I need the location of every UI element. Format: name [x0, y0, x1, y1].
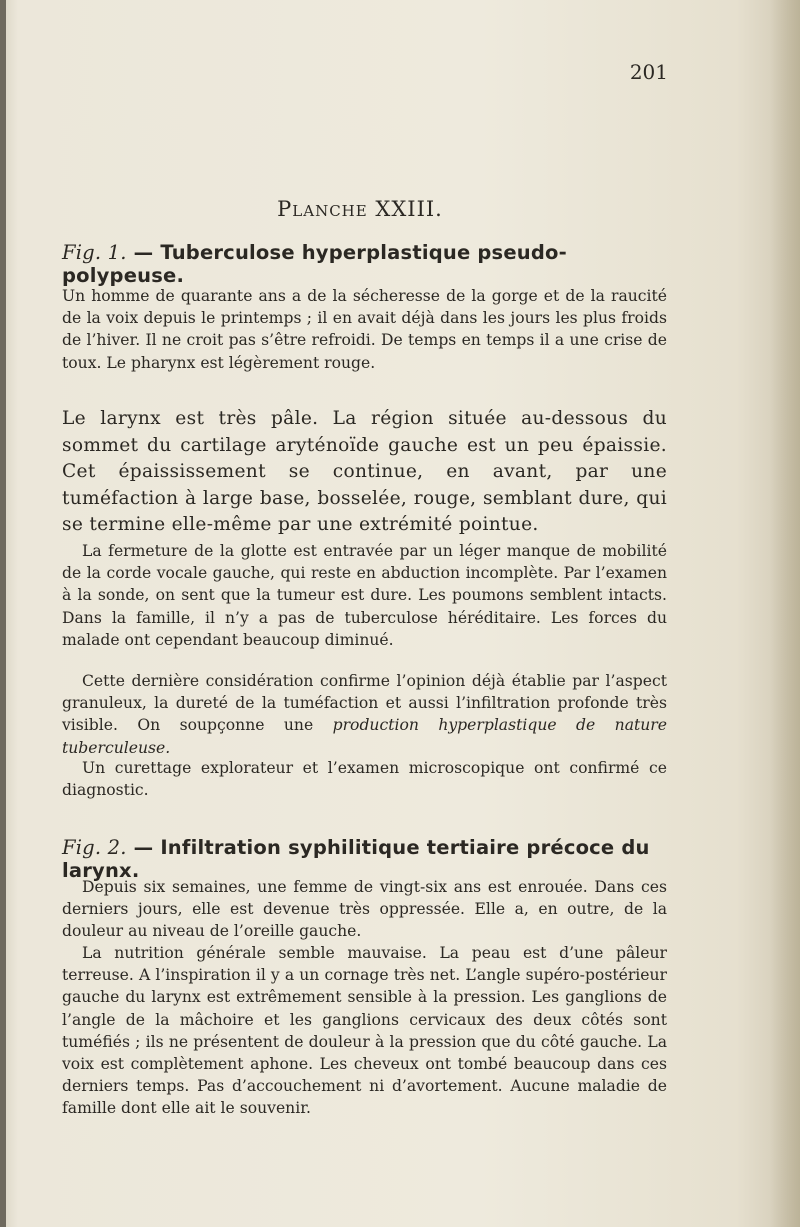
- fig1-paragraph-4-italic: production hyperplastique de nature tuberculeuse.: [62, 716, 667, 757]
- fig2-paragraph-2: La nutrition générale semble mauvaise. La peau est d’une pâleur terreuse. A l’inspiration il y a un cornage très net. L’angle supéro-postérieur gauche du larynx est extrêmement sensible à la pression. Les ganglions de l’angle de la mâchoire et les ganglions cervicaux des deux côtés sont tuméfiés ; ils ne présentent de douleur à la pression que du côté gauche. La voix est complètement aphone. Les cheveux ont tombé beaucoup dans ces derniers temps. Pas d’accouchement ni d’avortement. Aucune maladie de famille dont elle ait le souvenir.: [62, 944, 667, 1118]
- fig1-title: Tuberculose hyperplastique pseudo-polypeuse.: [62, 241, 567, 287]
- fig1-paragraph-1: Un homme de quarante ans a de la sécheresse de la gorge et de la raucité de la voix depuis le printemps ; il en avait déjà dans les jours les plus froids de l’hiver. Il ne croit pas s’être refroidi. De temps en temps il a une crise de toux. Le pharynx est légèrement rouge.: [62, 287, 667, 372]
- fig2-title: Infiltration syphilitique tertiaire précoce du larynx.: [62, 836, 650, 882]
- page-number: 201: [629, 60, 668, 84]
- fig1-paragraph-3: La fermeture de la glotte est entravée par un léger manque de mobilité de la corde vocale gauche, qui reste en abduction incomplète. Par l’examen à la sonde, on sent que la tumeur est dure. Les poumons semblent intacts. Dans la famille, il n’y a pas de tuberculose héréditaire. Les forces du malade ont cependant beaucoup diminué.: [62, 542, 667, 649]
- page-binding-edge: [0, 0, 6, 1227]
- plate-title: [0, 197, 720, 221]
- fig2-dash: —: [126, 836, 161, 859]
- fig1-paragraph-4-text: Cette dernière considération confirme l’opinion déjà établie par l’aspect granuleux, la dureté de la tuméfaction et aussi l’infiltration profonde très visible. On soupçonne une: [62, 672, 667, 735]
- fig1-paragraph-5: Un curettage explorateur et l’examen microscopique ont confirmé ce diagnostic.: [62, 759, 667, 800]
- page-outer-edge: [770, 0, 800, 1227]
- plate-title-text: Planche XXIII.: [277, 197, 443, 221]
- fig2-paragraph-1: Depuis six semaines, une femme de vingt-six ans est enrouée. Dans ces derniers jours, elle est devenue très oppressée. Elle a, en outre, de la douleur au niveau de l’oreille gauche.: [62, 878, 667, 941]
- fig1-label: Fig. 1.: [62, 241, 127, 264]
- fig2-label: Fig. 2.: [62, 836, 127, 859]
- fig1-paragraph-2: Le larynx est très pâle. La région située au-dessous du sommet du cartilage aryténoïde gauche est un peu épaissie. Cet épaississement se continue, en avant, par une tuméfaction à large base, bosselée, rouge, semblant dure, qui se termine elle-même par une extrémité pointue.: [62, 408, 667, 536]
- fig1-paragraph-4: [62, 670, 667, 759]
- fig1-dash: —: [126, 241, 161, 264]
- fig1-heading: [62, 241, 672, 287]
